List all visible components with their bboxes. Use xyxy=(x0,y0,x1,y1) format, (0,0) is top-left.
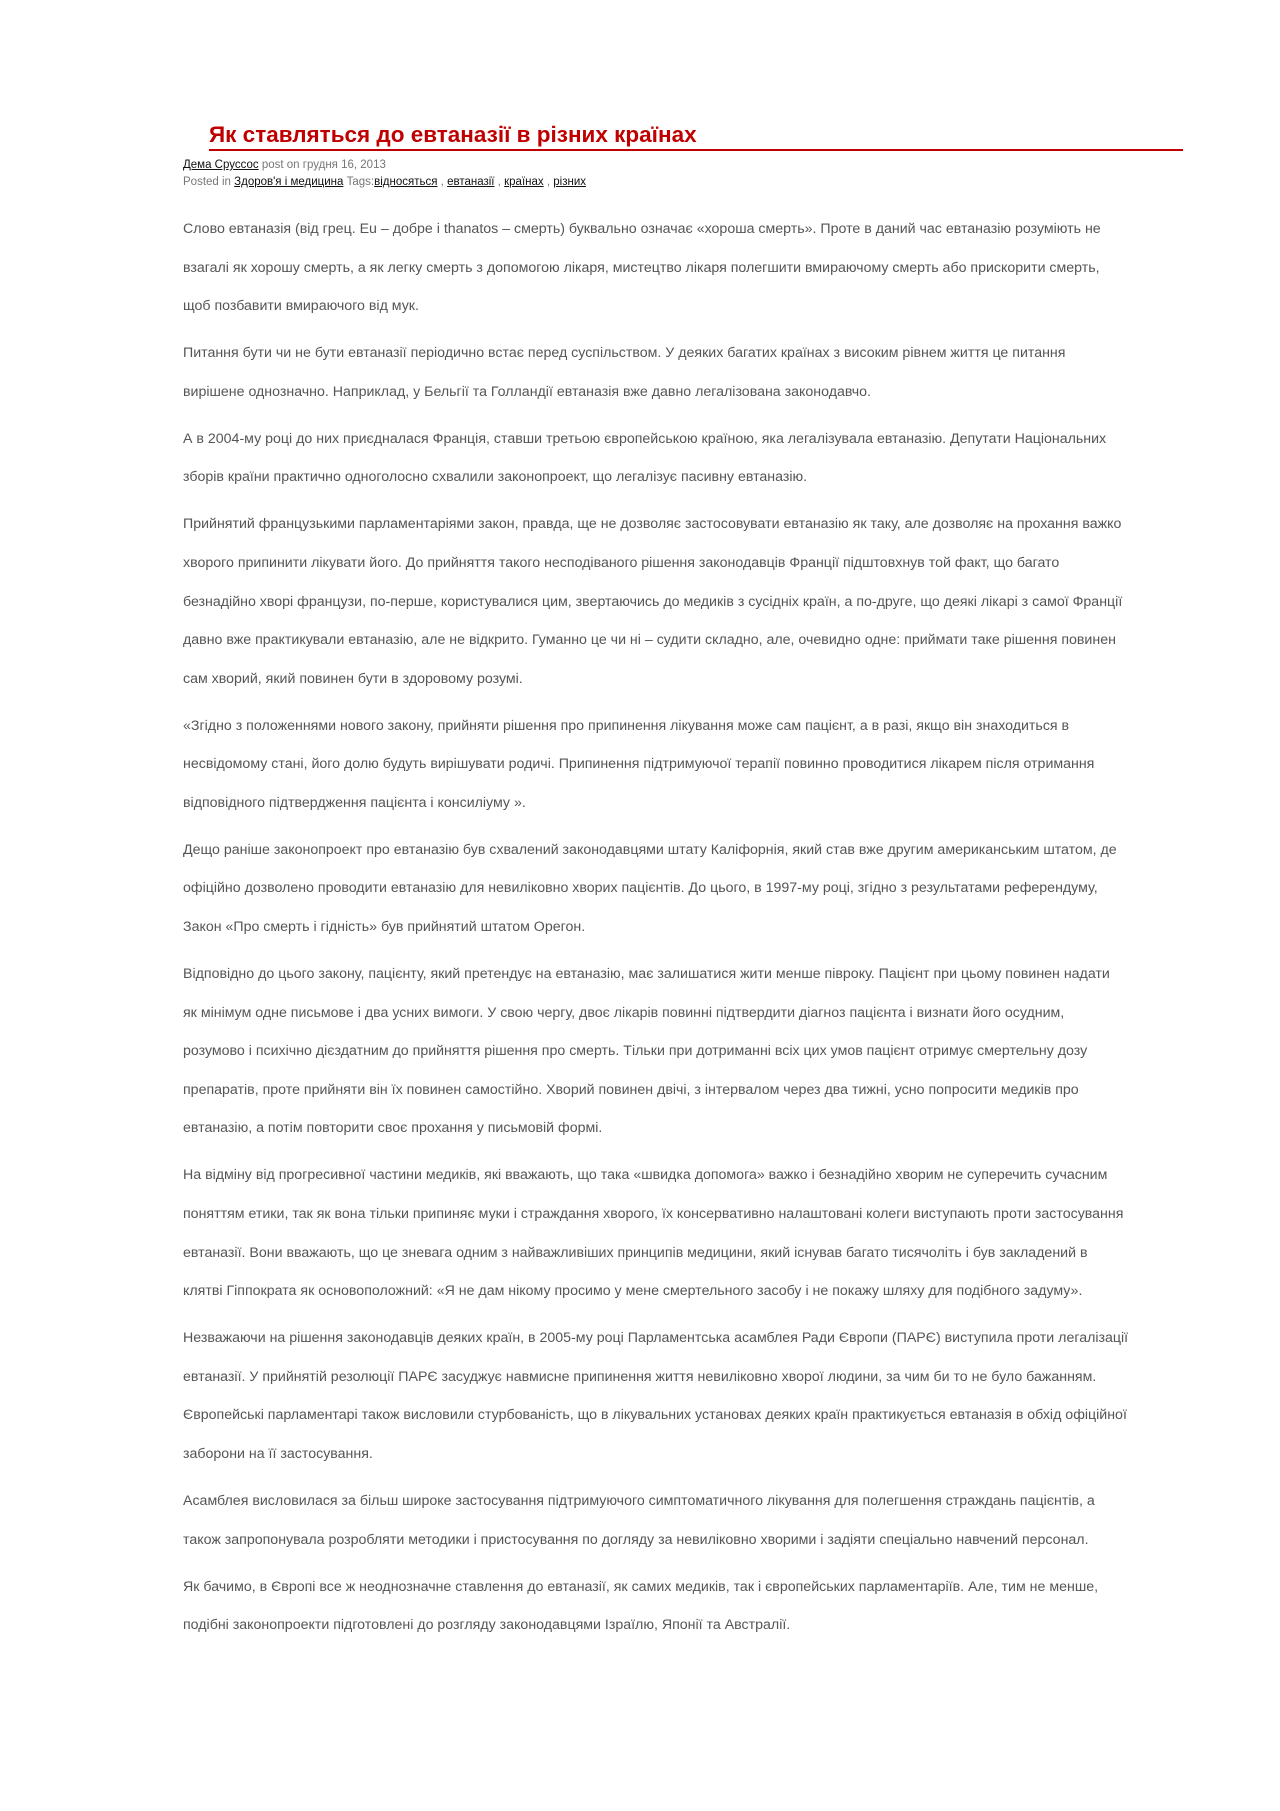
tag-separator: , xyxy=(440,176,444,188)
tag-link[interactable]: різних xyxy=(553,176,586,188)
tag-link[interactable]: країнах xyxy=(504,176,544,188)
category-link[interactable]: Здоров'я і медицина xyxy=(234,176,344,188)
tag-link[interactable]: відносяться xyxy=(374,176,438,188)
body-paragraph: Прийнятий французькими парламентаріями закон, правда, ще не дозволяє застосовувати евтаназію як таку, але дозволяє на прохання важко хворого припинити лікувати його. До прийняття такого несподіваного рішення законодавців Франції підштовхнув той факт, що багато безнадійно хворі французи, по-перше, користувалися цим, звертаючись до медиків з сусідніх країн, а по-друге, що деякі лікарі з самої Франції давно вже практикували евтаназію, але не відкрито. Гуманно це чи ні – судити складно, але, очевидно одне: приймати таке рішення повинен сам хворий, який повинен бути в здоровому розумі. xyxy=(183,516,1123,687)
body-paragraph: Слово евтаназія (від грец. Eu – добре і thanatos – смерть) буквально означає «хороша смерть». Проте в даний час евтаназію розуміють не взагалі як хорошу смерть, а як легку смерть з допомогою лікаря, мистецтво лікаря полегшити вмираючому смерть або прискорити смерть, щоб позбавити вмираючого від мук. xyxy=(183,221,1101,315)
body-paragraph: Відповідно до цього закону, пацієнту, який претендує на евтаназію, має залишатися жити менше півроку. Пацієнт при цьому повинен надати як мінімум одне письмове і два усних вимоги. У свою чергу, двоє лікарів повинні підтвердити діагноз пацієнта і визнати його осудним, розумово і психічно дієздатним до прийняття рішення про смерть. Тільки при дотриманні всіх цих умов пацієнт отримує смертельну дозу препаратів, проте прийняти він їх повинен самостійно. Хворий повинен двічі, з інтервалом через два тижні, усно попросити медиків про евтаназію, а потім повторити своє прохання у письмовій формі. xyxy=(183,966,1110,1137)
byline xyxy=(183,158,386,172)
body-paragraph: Як бачимо, в Європі все ж неоднозначне ставлення до евтаназії, як самих медиків, так і європейських парламентаріїв. Але, тим не менше, подібні законопроекти підготовлені до розгляду законодавцями Ізраїлю, Японії та Австралії. xyxy=(183,1578,1099,1634)
body-paragraph: Асамблея висловилася за більш широке застосування підтримуючого симптоматичного лікування для полегшення страждань пацієнтів, а також запропонувала розробляти методики і пристосування по догляду за невиліковно хворими і задіяти спеціально навчений персонал. xyxy=(183,1492,1095,1548)
posted-in-label: Posted in xyxy=(183,176,231,188)
article-body xyxy=(183,210,1191,1653)
title-block xyxy=(209,121,1183,151)
body-paragraph: «Згідно з положеннями нового закону, прийняти рішення про припинення лікування може сам пацієнт, а в разі, якщо він знаходиться в несвідомому стані, його долю будуть вирішувати родичі. Припинення підтримуючої терапії повинно проводитися лікарем після отримання відповідного підтвердження пацієнта і консиліуму ». xyxy=(183,717,1095,811)
tag-separator: , xyxy=(497,176,501,188)
tag-link[interactable]: евтаназії xyxy=(447,176,495,188)
body-paragraph: А в 2004-му році до них приєдналася Франція, ставши третьою європейською країною, яка легалізувала евтаназію. Депутати Національних зборів країни практично одноголосно схвалили законопроект, що легалізує пасивну евтаназію. xyxy=(183,430,1107,486)
body-paragraph: Дещо раніше законопроект про евтаназію був схвалений законодавцями штату Каліфорнія, який став вже другим американським штатом, де офіційно дозволено проводити евтаназію для невиліковно хворих пацієнтів. До цього, в 1997-му році, згідно з результатами референдуму, Закон «Про смерть і гідність» був прийнятий штатом Орегон. xyxy=(183,841,1117,936)
tag-separator: , xyxy=(546,176,551,188)
body-paragraph: Незважаючи на рішення законодавців деяких країн, в 2005-му році Парламентська асамблея Ради Європи (ПАРЄ) виступила проти легалізації евтаназії. У прийнятій резолюції ПАРЄ засуджує навмисне припинення життя невиліковно хворої людини, за чим би то не було бажанням. Європейські парламентарі також висловили стурбованість, що в лікувальних установах деяких країн практикується евтаназія в обхід офіційної заборони на її застосування. xyxy=(183,1330,1129,1462)
tags-label: Tags: xyxy=(346,176,375,188)
post-date: post on грудня 16, 2013 xyxy=(261,159,386,171)
page-title: Як ставляться до евтаназії в різних країнах xyxy=(209,122,697,147)
body-paragraph: Питання бути чи не бути евтаназії періодично встає перед суспільством. У деяких багатих країнах з високим рівнем життя це питання вирішене однозначно. Наприклад, у Бельгії та Голландії евтаназія вже давно легалізована законодавчо. xyxy=(183,345,1066,400)
category-tags-line xyxy=(183,175,586,189)
body-paragraph: На відміну від прогресивної частини медиків, які вважають, що така «швидка допомога» важко і безнадійно хворим не суперечить сучасним поняттям етики, так як вона тільки припиняє муки і страждання хворого, їх консервативно налаштовані колеги виступають проти застосування евтаназії. Вони вважають, що це зневага одним з найважливіших принципів медицини, який існував багато тисячоліть і був закладений в клятві Гіппократа як основоположний: «Я не дам нікому просимо у мене смертельного засобу і не покажу шляху для подібного задуму». xyxy=(183,1167,1124,1300)
author-link[interactable]: Дема Сруссос xyxy=(183,159,259,171)
